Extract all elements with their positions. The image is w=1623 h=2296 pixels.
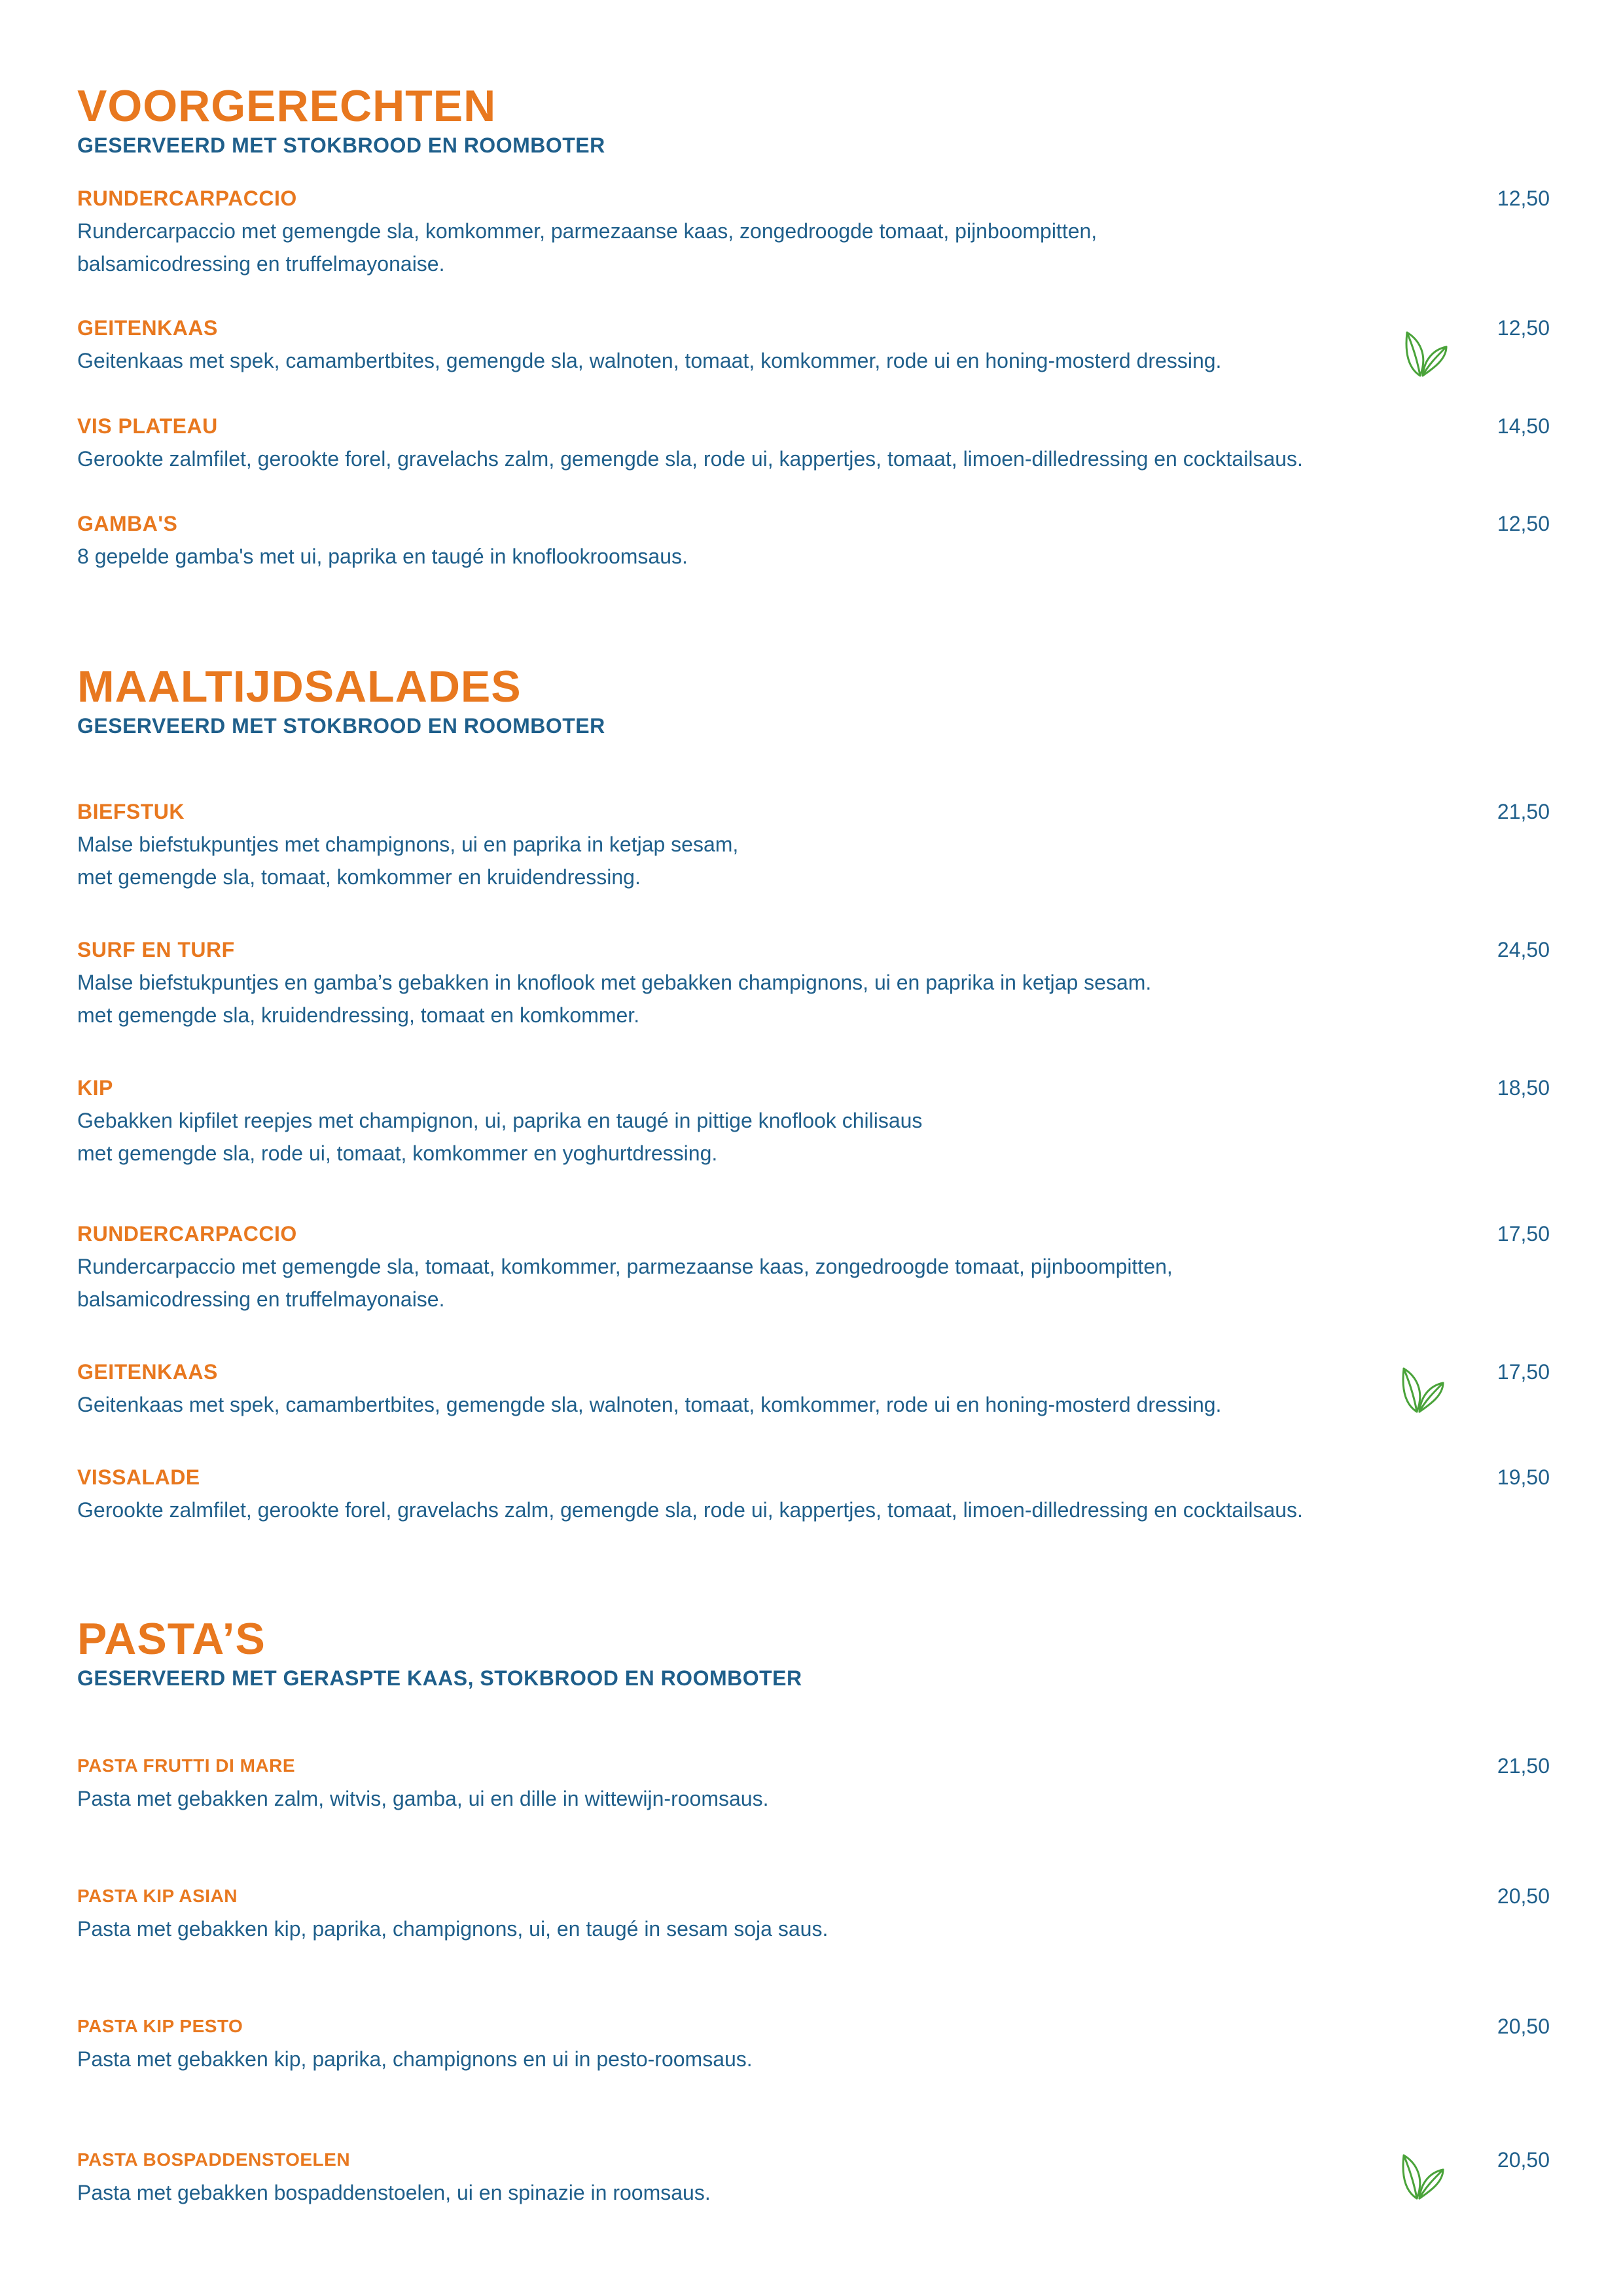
item-name: SURF EN TURF: [77, 938, 235, 961]
menu-item: [77, 1880, 1550, 1945]
item-price: 24,50: [1497, 938, 1550, 961]
menu-item: [77, 2010, 1550, 2075]
item-description: balsamicodressing en truffelmayonaise.: [77, 252, 445, 276]
item-name: PASTA BOSPADDENSTOELEN: [77, 2149, 351, 2170]
item-price: 17,50: [1497, 1360, 1550, 1384]
item-price: 20,50: [1497, 1884, 1550, 1908]
item-description: met gemengde sla, rode ui, tomaat, komkommer en yoghurtdressing.: [77, 1141, 718, 1165]
item-name: GAMBA'S: [77, 512, 178, 535]
leaf-icon: [1400, 327, 1450, 380]
item-name: GEITENKAAS: [77, 1360, 218, 1384]
item-name: PASTA KIP PESTO: [77, 2016, 243, 2036]
section-title-maaltijdsalades: MAALTIJDSALADES: [77, 662, 522, 711]
item-description: Rundercarpaccio met gemengde sla, tomaat, komkommer, parmezaanse kaas, zongedroogde tomaat, pijnboompitten,: [77, 1255, 1173, 1278]
item-price: 12,50: [1497, 316, 1550, 340]
item-price: 18,50: [1497, 1076, 1550, 1100]
menu-item: [77, 1355, 1550, 1421]
leaf-icon: [1397, 2150, 1447, 2202]
section-subtitle-voorgerechten: GESERVEERD MET STOKBROOD EN ROOMBOTER: [77, 134, 605, 157]
section-subtitle-maaltijdsalades: GESERVEERD MET STOKBROOD EN ROOMBOTER: [77, 714, 605, 738]
item-description: Pasta met gebakken kip, paprika, champignons en ui in pesto-roomsaus.: [77, 2047, 753, 2071]
item-name: PASTA FRUTTI DI MARE: [77, 1755, 296, 1776]
section-subtitle-pastas: GESERVEERD MET GERASPTE KAAS, STOKBROOD EN ROOMBOTER: [77, 1666, 802, 1690]
item-description: 8 gepelde gamba's met ui, paprika en taugé in knoflookroomsaus.: [77, 545, 688, 568]
item-description: Pasta met gebakken kip, paprika, champignons, ui, en taugé in sesam soja saus.: [77, 1917, 829, 1941]
menu-item: [77, 1217, 1550, 1316]
item-price: 19,50: [1497, 1465, 1550, 1489]
item-price: 12,50: [1497, 512, 1550, 535]
menu-item: [77, 507, 1550, 573]
item-name: VIS PLATEAU: [77, 414, 218, 438]
item-description: Pasta met gebakken zalm, witvis, gamba, ui en dille in wittewijn-roomsaus.: [77, 1787, 769, 1810]
menu-item: [77, 795, 1550, 893]
item-name: VISSALADE: [77, 1465, 200, 1489]
item-description: Rundercarpaccio met gemengde sla, komkommer, parmezaanse kaas, zongedroogde tomaat, pijnboompitten,: [77, 219, 1097, 243]
item-name: KIP: [77, 1076, 113, 1100]
item-description: Gebakken kipfilet reepjes met champignon, ui, paprika en taugé in pittige knoflook chilisaus: [77, 1109, 923, 1132]
item-price: 21,50: [1497, 1754, 1550, 1778]
item-description: Geitenkaas met spek, camambertbites, gemengde sla, walnoten, tomaat, komkommer, rode ui en honing-mosterd dressing.: [77, 1393, 1222, 1416]
item-price: 20,50: [1497, 2015, 1550, 2038]
item-description: Malse biefstukpuntjes en gamba’s gebakken in knoflook met gebakken champignons, ui en paprika in ketjap sesam.: [77, 971, 1152, 994]
item-description: Malse biefstukpuntjes met champignons, ui en paprika in ketjap sesam,: [77, 833, 739, 856]
item-price: 12,50: [1497, 187, 1550, 210]
section-title-pastas: PASTA’S: [77, 1614, 266, 1664]
item-price: 14,50: [1497, 414, 1550, 438]
item-price: 17,50: [1497, 1222, 1550, 1246]
item-description: met gemengde sla, tomaat, komkommer en kruidendressing.: [77, 865, 641, 889]
menu-item: [77, 182, 1550, 280]
menu-item: [77, 410, 1550, 475]
item-description: Pasta met gebakken bospaddenstoelen, ui en spinazie in roomsaus.: [77, 2181, 711, 2204]
item-name: GEITENKAAS: [77, 316, 218, 340]
item-price: 20,50: [1497, 2148, 1550, 2172]
item-description: Gerookte zalmfilet, gerookte forel, gravelachs zalm, gemengde sla, rode ui, kappertjes, tomaat, limoen-dilledressing en cocktailsaus.: [77, 1498, 1303, 1522]
section-title-voorgerechten: VOORGERECHTEN: [77, 81, 497, 131]
menu-item: [77, 1461, 1550, 1526]
menu-item: [77, 1749, 1550, 1815]
item-description: balsamicodressing en truffelmayonaise.: [77, 1287, 445, 1311]
item-description: Geitenkaas met spek, camambertbites, gemengde sla, walnoten, tomaat, komkommer, rode ui en honing-mosterd dressing.: [77, 349, 1222, 372]
menu-item: [77, 2144, 1550, 2209]
menu-item: [77, 1071, 1550, 1170]
item-price: 21,50: [1497, 800, 1550, 823]
item-description: Gerookte zalmfilet, gerookte forel, gravelachs zalm, gemengde sla, rode ui, kappertjes, tomaat, limoen-dilledressing en cocktailsaus.: [77, 447, 1303, 471]
item-description: met gemengde sla, kruidendressing, tomaat en komkommer.: [77, 1003, 640, 1027]
leaf-icon: [1397, 1363, 1447, 1416]
menu-item: [77, 312, 1550, 377]
item-name: BIEFSTUK: [77, 800, 185, 823]
item-name: PASTA KIP ASIAN: [77, 1886, 238, 1906]
item-name: RUNDERCARPACCIO: [77, 1222, 297, 1246]
item-name: RUNDERCARPACCIO: [77, 187, 297, 210]
menu-item: [77, 933, 1550, 1031]
